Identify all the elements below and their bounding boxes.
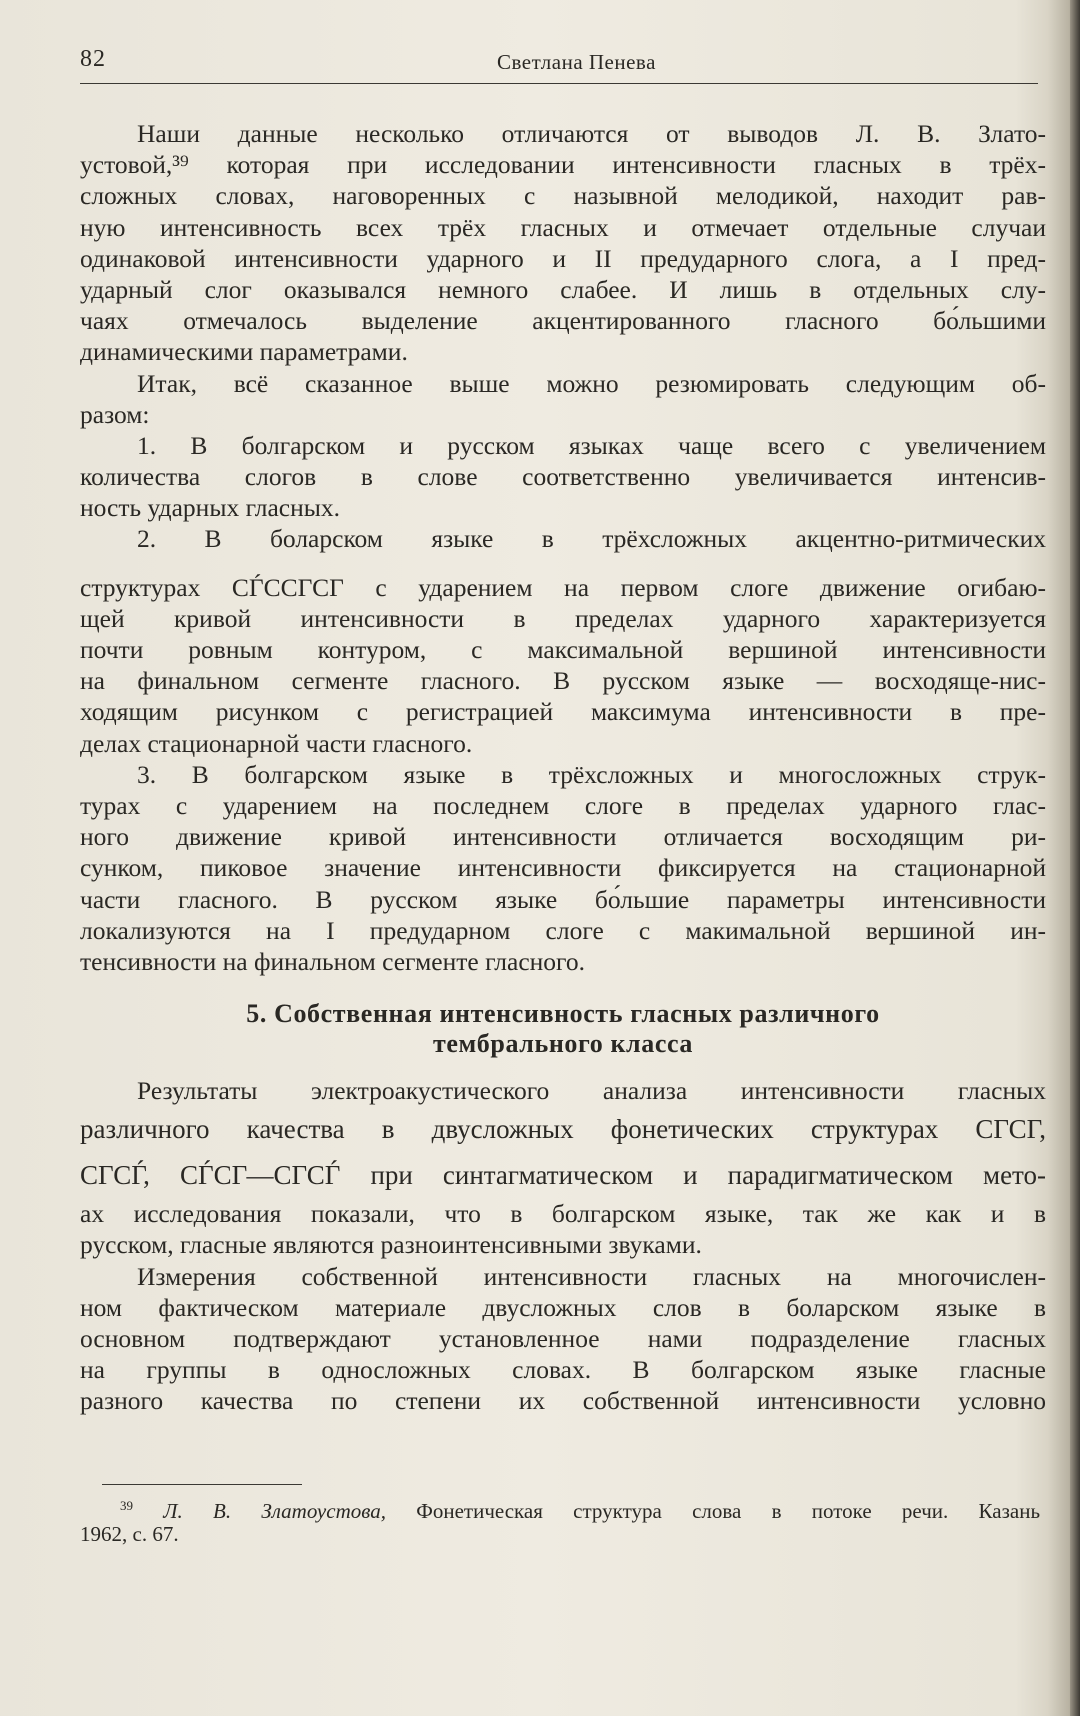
text-line: на финальном сегменте гласного. В русском языке — восходяще-нис- — [80, 666, 1046, 696]
page-body — [80, 118, 1046, 1417]
text-line: различного качества в двусложных фонетических структурах СГСГ, — [80, 1114, 1046, 1145]
running-header — [80, 46, 1038, 86]
text-line: сложных словах, наговоренных с назывной мелодикой, находит рав- — [80, 181, 1046, 211]
header-rule — [80, 83, 1038, 84]
text-line: ного движение кривой интенсивности отличается восходящим ри- — [80, 822, 1046, 852]
page-edge-shadow — [1070, 0, 1080, 1716]
text-line: ность ударных гласных. — [80, 493, 341, 523]
text-line: ную интенсивность всех трёх гласных и отмечает отдельные случаи — [80, 212, 1046, 242]
text-line: разом: — [80, 399, 150, 429]
text-line: русском, гласные являются разноинтенсивными звуками. — [80, 1230, 702, 1260]
text-line: основном подтверждают установленное нами подразделение гласных — [80, 1324, 1046, 1353]
footnote — [80, 1494, 1040, 1546]
list-item-3-line: 3. В болгарском языке в трёхсложных и многосложных струк- — [137, 759, 1046, 789]
text-line: одинаковой интенсивности ударного и II предударного слога, а I пред- — [80, 243, 1046, 273]
text-line: структурах СЃССГСГ с ударением на первом слоге движение огибаю- — [80, 572, 1046, 602]
text-line: динамическими параметрами. — [80, 337, 408, 367]
text-line: на группы в односложных словах. В болгарском языке гласные — [80, 1355, 1046, 1385]
text-line: ах исследования показали, что в болгарском языке, так же как и в — [80, 1199, 1046, 1229]
text-line: количества слогов в слове соответственно увеличивается интенсив- — [80, 462, 1046, 492]
text-line: Наши данные несколько отличаются от выводов Л. В. Злато- — [137, 119, 1046, 148]
text-line: делах стационарной части гласного. — [80, 728, 473, 758]
footnote-line — [80, 1494, 1040, 1523]
footnote-text: Фонетическая структура слова в потоке речи. Казань — [416, 1499, 1041, 1523]
footnote-rule — [102, 1484, 302, 1485]
text-line: ударный слог оказывался немного слабее. И лишь в отдельных слу- — [80, 274, 1046, 304]
text-line: Измерения собственной интенсивности гласных на многочислен- — [137, 1261, 1046, 1291]
list-item-2-line: 2. В боларском языке в трёхсложных акцентно-ритмических — [137, 524, 1046, 554]
text-line: разного качества по степени их собственной интенсивности условно — [80, 1386, 1046, 1416]
footnote-line: 1962, с. 67. — [80, 1522, 179, 1546]
section-heading — [80, 999, 1046, 1059]
text-line: части гласного. В русском языке бо́льшие параметры интенсивности — [80, 884, 1046, 914]
text-line: СГСЃ, СЃСГ—СГСЃ при синтагматическом и парадигматическом мето- — [80, 1160, 1046, 1191]
footnote-number: 39 — [120, 1498, 133, 1513]
text-line: ходящим рисунком с регистрацией максимума интенсивности в пре- — [80, 697, 1046, 727]
text-line: Итак, всё сказанное выше можно резюмировать следующим об- — [137, 368, 1046, 398]
section-heading-line: 5. Собственная интенсивность гласных различного — [246, 999, 880, 1029]
text-line: тенсивности на финальном сегменте гласного. — [80, 946, 585, 976]
text-line: Результаты электроакустического анализа интенсивности гласных — [137, 1076, 1046, 1106]
text-line: локализуются на I предударном слоге с макимальной вершиной ин- — [80, 915, 1046, 945]
text-line: ном фактическом материале двусложных слов в боларском языке в — [80, 1292, 1046, 1322]
running-title: Светлана Пенева — [497, 50, 656, 74]
text-line: сунком, пиковое значение интенсивности фиксируется на стационарной — [80, 853, 1046, 883]
section-heading-line: тембрального класса — [432, 1029, 694, 1059]
text-line: устовой,³⁹ которая при исследовании интенсивности гласных в трёх- — [80, 150, 1046, 180]
text-line: турах с ударением на последнем слоге в пределах ударного глас- — [80, 790, 1046, 820]
list-item-1-line: 1. В болгарском и русском языках чаще всего с увеличением — [137, 430, 1046, 460]
footnote-author: Л. В. Златоустова, — [163, 1499, 386, 1523]
page-number: 82 — [80, 46, 106, 72]
text-line: чаях отмечалось выделение акцентированного гласного бо́льшими — [80, 306, 1046, 336]
text-line: щей кривой интенсивности в пределах ударного характеризуется — [80, 603, 1046, 633]
text-line: почти ровным контуром, с максимальной вершиной интенсивности — [80, 635, 1046, 664]
